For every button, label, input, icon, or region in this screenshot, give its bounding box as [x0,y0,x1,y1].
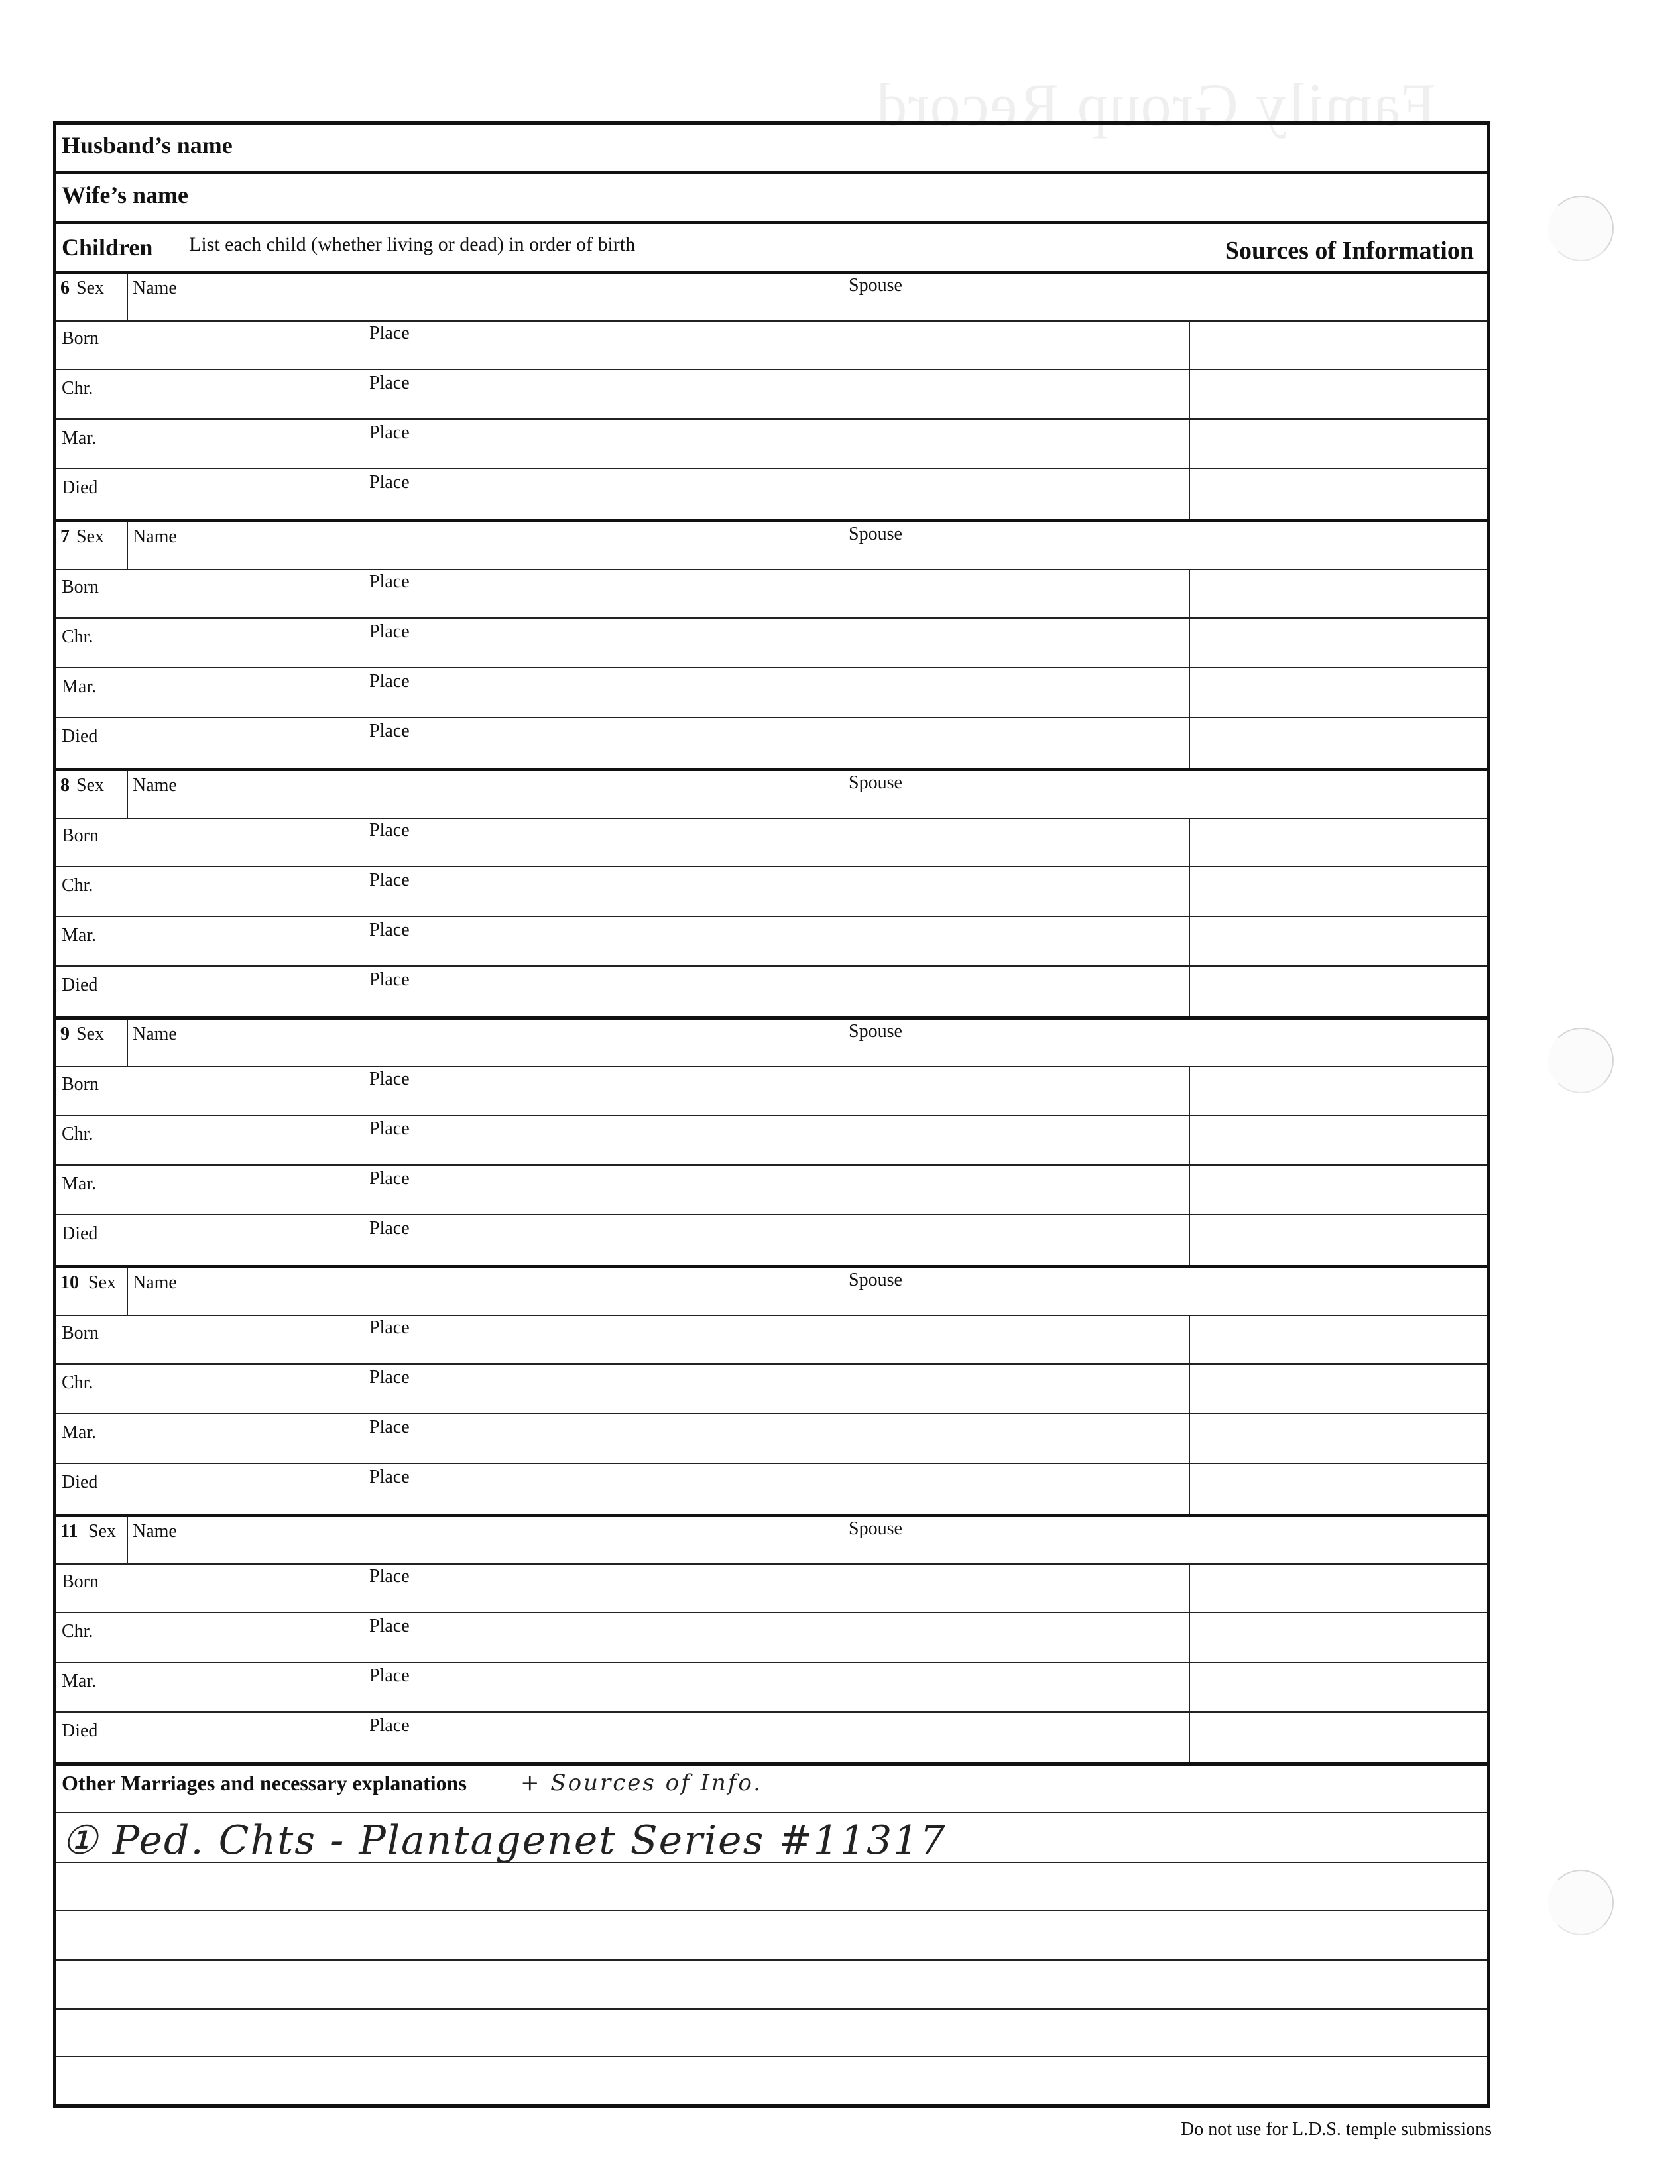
event-row[interactable] [56,1713,1487,1762]
event-row[interactable] [56,967,1487,1016]
event-label: Born [62,577,99,597]
binder-hole [1548,1870,1614,1935]
wife-row[interactable] [56,174,1487,224]
sources-column-divider [1189,818,1190,1016]
event-label: Mar. [62,1174,97,1194]
ruled-line [56,1862,1487,1863]
spouse-label: Spouse [849,772,902,793]
event-row[interactable] [56,1365,1487,1414]
place-label: Place [369,969,410,990]
event-label: Mar. [62,676,97,697]
event-label: Died [62,1472,98,1492]
event-label: Mar. [62,925,97,945]
event-label: Died [62,1721,98,1741]
child-number-cell [56,522,128,569]
place-label: Place [369,1069,410,1089]
event-label: Chr. [62,627,93,647]
other-marriages-section[interactable] [56,1766,1487,2104]
event-label: Chr. [62,1372,93,1393]
sex-label: Sex [76,1024,104,1044]
place-label: Place [369,1417,410,1437]
event-row[interactable] [56,1414,1487,1464]
child-name-row[interactable] [56,1268,1487,1316]
husband-row[interactable] [56,125,1487,174]
event-row[interactable] [56,668,1487,718]
name-label: Name [133,1024,177,1044]
event-label: Mar. [62,1422,97,1443]
binder-hole [1548,196,1614,261]
place-label: Place [369,820,410,841]
sources-column-divider [1189,1315,1190,1514]
event-label: Chr. [62,1124,93,1144]
child-block [56,1020,1487,1268]
child-name-row[interactable] [56,1020,1487,1067]
name-label: Name [133,1272,177,1293]
event-label: Chr. [62,875,93,896]
event-row[interactable] [56,1116,1487,1166]
place-label: Place [369,1317,410,1338]
sex-label: Sex [88,1272,116,1293]
child-name-row[interactable] [56,771,1487,819]
child-name-row[interactable] [56,1517,1487,1565]
wife-label: Wife’s name [62,182,188,208]
ruled-line [56,1959,1487,1961]
place-label: Place [369,671,410,692]
place-label: Place [369,1367,410,1388]
sex-label: Sex [76,775,104,796]
husband-label: Husband’s name [62,132,233,158]
child-number-cell [56,1268,128,1315]
child-number-cell [56,274,128,320]
child-number: 6 [60,278,70,298]
place-label: Place [369,1566,410,1587]
event-row[interactable] [56,370,1487,420]
name-label: Name [133,1521,177,1542]
place-label: Place [369,373,410,393]
event-row[interactable] [56,1464,1487,1514]
event-label: Chr. [62,378,93,398]
event-label: Born [62,1571,99,1592]
event-row[interactable] [56,818,1487,867]
children-header [56,224,1487,274]
place-label: Place [369,572,410,592]
sources-column-divider [1189,1066,1190,1265]
event-label: Died [62,975,98,995]
place-label: Place [369,870,410,890]
child-number-cell [56,1517,128,1563]
handwritten-sources-note: + Sources of Info. [520,1770,763,1796]
child-number: 7 [60,526,70,547]
event-row[interactable] [56,1215,1487,1265]
spouse-label: Spouse [849,1270,902,1290]
child-block [56,771,1487,1020]
place-label: Place [369,422,410,443]
other-marriages-label: Other Marriages and necessary explanations [62,1771,467,1795]
place-label: Place [369,1119,410,1139]
sources-column-divider [1189,1563,1190,1762]
handwritten-pedigree-note: ① Ped. Chts - Plantagenet Series #11317 [62,1817,947,1864]
spouse-label: Spouse [849,1021,902,1042]
child-number: 9 [60,1024,70,1044]
children-label: Children [62,234,153,261]
ruled-line [56,1910,1487,1911]
event-label: Chr. [62,1621,93,1642]
ruled-line [56,2008,1487,2010]
event-row[interactable] [56,1563,1487,1613]
child-number-cell [56,1020,128,1066]
event-label: Died [62,1223,98,1244]
sex-label: Sex [76,278,104,298]
place-label: Place [369,721,410,741]
event-row[interactable] [56,420,1487,469]
place-label: Place [369,323,410,343]
event-row[interactable] [56,569,1487,619]
place-label: Place [369,1168,410,1189]
child-number: 8 [60,775,70,796]
sex-label: Sex [76,526,104,547]
binder-hole [1548,1028,1614,1093]
child-block [56,522,1487,771]
child-number: 10 [60,1272,79,1293]
child-number-cell [56,771,128,818]
place-label: Place [369,1616,410,1636]
child-number: 11 [60,1521,78,1542]
place-label: Place [369,1715,410,1736]
name-label: Name [133,775,177,796]
event-label: Born [62,1323,99,1343]
place-label: Place [369,472,410,493]
event-label: Born [62,328,99,349]
child-name-row[interactable] [56,274,1487,322]
ruled-line [56,1812,1487,1813]
event-label: Mar. [62,1671,97,1691]
event-row[interactable] [56,1315,1487,1365]
event-row[interactable] [56,1066,1487,1116]
bleed-through-title: Family Group Record [875,71,1436,139]
event-row[interactable] [56,1663,1487,1713]
place-label: Place [369,1666,410,1686]
child-block [56,274,1487,522]
event-label: Born [62,825,99,846]
family-group-form [53,121,1490,2108]
sources-column-divider [1189,320,1190,519]
event-row[interactable] [56,469,1487,519]
sources-column-divider [1189,569,1190,768]
event-row[interactable] [56,619,1487,668]
event-row[interactable] [56,1166,1487,1215]
event-row[interactable] [56,917,1487,967]
sex-label: Sex [88,1521,116,1542]
footer-disclaimer: Do not use for L.D.S. temple submissions [1181,2119,1492,2140]
event-row[interactable] [56,1613,1487,1663]
place-label: Place [369,621,410,642]
spouse-label: Spouse [849,1518,902,1539]
ruled-line [56,2056,1487,2057]
child-block [56,1517,1487,1766]
event-row[interactable] [56,867,1487,917]
name-label: Name [133,278,177,298]
event-label: Died [62,726,98,747]
event-label: Mar. [62,428,97,448]
place-label: Place [369,920,410,940]
event-label: Died [62,477,98,498]
sources-of-information-label: Sources of Information [1225,237,1474,265]
spouse-label: Spouse [849,275,902,296]
event-label: Born [62,1074,99,1095]
name-label: Name [133,526,177,547]
child-block [56,1268,1487,1517]
children-instructions: List each child (whether living or dead) in order of birth [189,233,636,255]
place-label: Place [369,1218,410,1239]
spouse-label: Spouse [849,524,902,544]
event-row[interactable] [56,718,1487,768]
place-label: Place [369,1467,410,1487]
event-row[interactable] [56,320,1487,370]
child-name-row[interactable] [56,522,1487,570]
